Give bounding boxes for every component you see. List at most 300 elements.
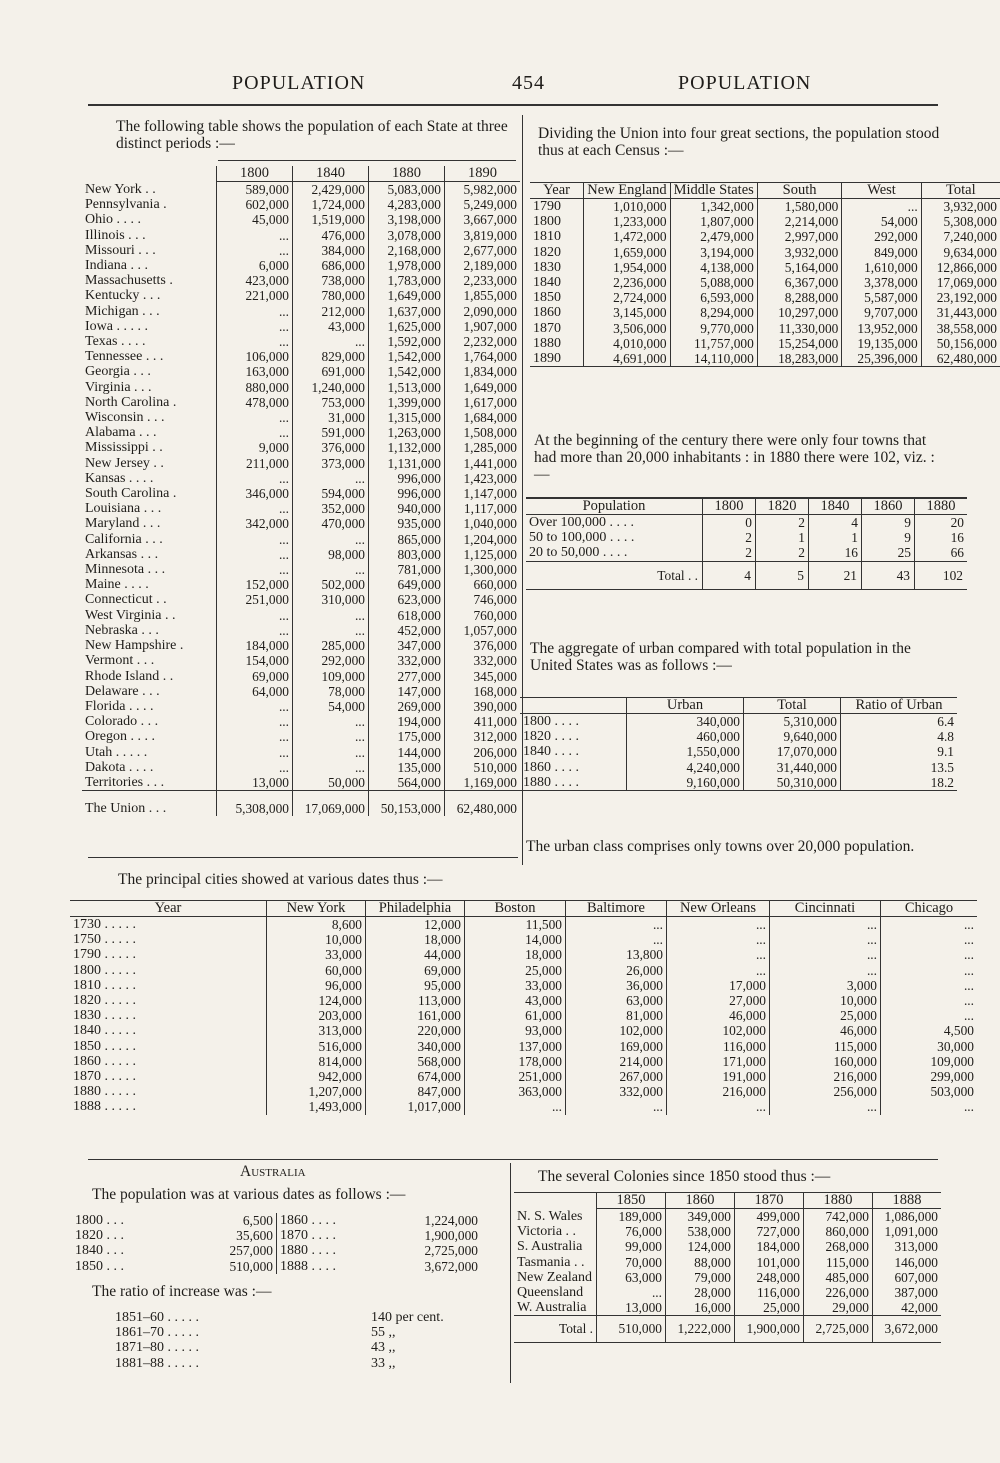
state-row xyxy=(82,440,520,455)
state-row xyxy=(82,653,520,668)
cell-value: 373,000 xyxy=(293,456,369,471)
col-header: West xyxy=(842,183,921,199)
cell-value: ... xyxy=(293,334,369,349)
cell-value: 54,000 xyxy=(293,699,369,714)
cell-value: 25,000 xyxy=(770,1008,881,1023)
cell-value: 1,207,000 xyxy=(267,1084,366,1099)
cell-value: 340,000 xyxy=(366,1039,465,1054)
cell-value: 31,443,000 xyxy=(921,305,1000,320)
state-row xyxy=(82,395,520,410)
colony-row xyxy=(514,1300,941,1316)
cell-value: 602,000 xyxy=(217,197,293,212)
cell-value: 1,441,000 xyxy=(445,456,521,471)
cell-value: 345,000 xyxy=(445,669,521,684)
cell-value: 292,000 xyxy=(293,653,369,668)
row-label: 1840 xyxy=(533,275,561,291)
cell-value: 310,000 xyxy=(293,592,369,607)
state-row xyxy=(82,775,520,791)
cell-value: 499,000 xyxy=(735,1209,804,1225)
row-label: 1860 xyxy=(533,305,561,321)
cell-value: 1,423,000 xyxy=(445,471,521,486)
census-row xyxy=(530,229,1000,244)
towns-table xyxy=(526,497,967,590)
cell-value: 349,000 xyxy=(666,1209,735,1225)
urban-row xyxy=(520,744,957,759)
cell-value: 3,667,000 xyxy=(445,212,521,227)
col-header: Philadelphia xyxy=(366,901,465,917)
total-value: 4 xyxy=(703,561,756,589)
cell-value: ... xyxy=(217,699,293,714)
cell-value: 152,000 xyxy=(217,577,293,592)
cell-value: 3,932,000 xyxy=(921,199,1000,215)
cell-value: 78,000 xyxy=(293,684,369,699)
cell-value: 66 xyxy=(915,545,968,561)
total-value: 21 xyxy=(809,561,862,589)
cell-value: 13.5 xyxy=(841,760,958,775)
cell-value: 1,954,000 xyxy=(584,260,670,275)
state-row xyxy=(82,669,520,684)
cell-value: 3,198,000 xyxy=(369,212,445,227)
cell-value: 1,550,000 xyxy=(627,744,744,759)
row-label: 1888 . . . . . xyxy=(73,1099,136,1115)
cell-value: 63,000 xyxy=(597,1270,666,1285)
cell-value: 742,000 xyxy=(804,1209,873,1225)
ratio-value: 55 ,, xyxy=(371,1325,396,1341)
cell-value: 1,169,000 xyxy=(445,775,521,791)
cell-value: ... xyxy=(293,608,369,623)
cell-value: 124,000 xyxy=(666,1239,735,1254)
row-label: 1880 xyxy=(533,335,561,351)
ratio-intro: The ratio of increase was :— xyxy=(92,1283,272,1300)
cell-value: 163,000 xyxy=(217,364,293,379)
state-row xyxy=(82,243,520,258)
row-label: Maine . . . . xyxy=(85,577,149,593)
cell-value: 25,000 xyxy=(735,1300,804,1316)
cell-value: 384,000 xyxy=(293,243,369,258)
col-header: Boston xyxy=(465,901,566,917)
cell-value: 746,000 xyxy=(445,592,521,607)
cell-value: 376,000 xyxy=(293,440,369,455)
cell-value: 674,000 xyxy=(366,1069,465,1084)
cell-value: ... xyxy=(217,425,293,440)
urban-row xyxy=(520,714,957,730)
population-value: 3,672,000 xyxy=(424,1258,478,1274)
cell-value: 1,724,000 xyxy=(293,197,369,212)
population-value: 2,725,000 xyxy=(424,1243,478,1259)
state-row xyxy=(82,228,520,243)
year-header: 1890 xyxy=(445,166,521,182)
cell-value: ... xyxy=(566,1099,667,1114)
cell-value: 4,500 xyxy=(881,1023,978,1038)
row-label: New Jersey . . xyxy=(85,455,164,471)
row-label: Virginia . . . xyxy=(85,379,152,395)
colony-row xyxy=(514,1239,941,1254)
cell-value: 76,000 xyxy=(597,1224,666,1239)
header-right-title: POPULATION xyxy=(678,72,812,94)
town-row xyxy=(526,530,967,545)
cell-value: 191,000 xyxy=(667,1069,770,1084)
cell-value: 70,000 xyxy=(597,1255,666,1270)
cell-value: 81,000 xyxy=(566,1008,667,1023)
cell-value: 18,000 xyxy=(366,932,465,947)
state-row xyxy=(82,760,520,775)
cell-value: ... xyxy=(770,947,881,962)
cell-value: 31,000 xyxy=(293,410,369,425)
col-header: Population xyxy=(526,498,703,515)
cell-value: 753,000 xyxy=(293,395,369,410)
cell-value: 470,000 xyxy=(293,516,369,531)
cell-value: 6,593,000 xyxy=(670,290,757,305)
year-label: 1800 . . . xyxy=(75,1213,124,1228)
cell-value: 79,000 xyxy=(666,1270,735,1285)
cell-value: 485,000 xyxy=(804,1270,873,1285)
col-header: Chicago xyxy=(881,901,978,917)
cell-value: 940,000 xyxy=(369,501,445,516)
cell-value: 1,086,000 xyxy=(873,1209,942,1225)
cell-value: 1 xyxy=(756,530,809,545)
row-label: 1870 . . . . . xyxy=(73,1069,136,1085)
cell-value: 342,000 xyxy=(217,516,293,531)
year-header: 1870 xyxy=(735,1193,804,1209)
ratio-row xyxy=(112,1310,447,1325)
cell-value: 1,625,000 xyxy=(369,319,445,334)
cell-value: 99,000 xyxy=(597,1239,666,1254)
col-header: Baltimore xyxy=(566,901,667,917)
col-header: 1840 xyxy=(809,498,862,515)
cell-value: 267,000 xyxy=(566,1069,667,1084)
cell-value: ... xyxy=(217,608,293,623)
census-row xyxy=(530,336,1000,351)
cell-value: 168,000 xyxy=(445,684,521,699)
cell-value: ... xyxy=(293,471,369,486)
cell-value: ... xyxy=(217,562,293,577)
cell-value: 95,000 xyxy=(366,978,465,993)
cell-value: ... xyxy=(566,932,667,947)
urban-table xyxy=(520,697,957,791)
cell-value: 2,189,000 xyxy=(445,258,521,273)
row-label: Utah . . . . . xyxy=(85,744,148,760)
year-header: 1888 xyxy=(873,1193,942,1209)
population-value: 35,600 xyxy=(236,1228,273,1244)
col-header: 1820 xyxy=(756,498,809,515)
cell-value: 2,429,000 xyxy=(293,182,369,198)
cell-value: 452,000 xyxy=(369,623,445,638)
row-label: 1850 . . . . . xyxy=(73,1038,136,1054)
colonies-total-row xyxy=(514,1316,941,1342)
cell-value: 4,283,000 xyxy=(369,197,445,212)
cell-value: ... xyxy=(881,993,978,1008)
cell-value: 352,000 xyxy=(293,501,369,516)
cell-value: ... xyxy=(881,947,978,962)
cell-value: 3,819,000 xyxy=(445,228,521,243)
cell-value: ... xyxy=(217,501,293,516)
cell-value: 564,000 xyxy=(369,775,445,791)
cell-value: 5,164,000 xyxy=(757,260,842,275)
row-label: Minnesota . . . xyxy=(85,562,166,578)
row-label: North Carolina . xyxy=(85,394,177,410)
cell-value: 1,091,000 xyxy=(873,1224,942,1239)
ratio-value: 140 per cent. xyxy=(371,1310,444,1325)
city-year-row xyxy=(70,978,977,993)
states-table xyxy=(82,166,520,816)
cell-value: 2,479,000 xyxy=(670,229,757,244)
cell-value: 28,000 xyxy=(666,1285,735,1300)
cell-value: 332,000 xyxy=(445,653,521,668)
australia-title: Australia xyxy=(240,1163,306,1180)
cell-value: 3,194,000 xyxy=(670,245,757,260)
row-label: Delaware . . . xyxy=(85,683,160,699)
state-row xyxy=(82,562,520,577)
row-label: South Carolina . xyxy=(85,486,177,502)
cell-value: 17,000 xyxy=(667,978,770,993)
state-row xyxy=(82,623,520,638)
cell-value: ... xyxy=(465,1099,566,1114)
row-label: New Zealand xyxy=(517,1269,593,1285)
row-label: Nebraska . . . xyxy=(85,622,159,638)
cell-value: 363,000 xyxy=(465,1084,566,1099)
cell-value: ... xyxy=(667,963,770,978)
cell-value: 6,367,000 xyxy=(757,275,842,290)
row-label: 1890 xyxy=(530,351,584,367)
cell-value: 98,000 xyxy=(293,547,369,562)
sections-intro: Dividing the Union into four great sections, the population stood thus at each Census :— xyxy=(538,125,940,159)
cell-value: 1,315,000 xyxy=(369,410,445,425)
total-value: 62,480,000 xyxy=(445,791,521,817)
cell-value: 144,000 xyxy=(369,745,445,760)
cell-value: 1,131,000 xyxy=(369,456,445,471)
cell-value: 50,156,000 xyxy=(921,336,1000,351)
cell-value: 0 xyxy=(703,515,756,531)
cell-value: 9 xyxy=(862,530,915,545)
city-year-row xyxy=(70,932,977,947)
cell-value: 14,110,000 xyxy=(670,351,757,367)
cell-value: 137,000 xyxy=(465,1039,566,1054)
state-row xyxy=(82,714,520,729)
cell-value: 814,000 xyxy=(267,1054,366,1069)
cell-value: 1,542,000 xyxy=(369,364,445,379)
total-value: 50,153,000 xyxy=(369,791,445,817)
cell-value: ... xyxy=(217,745,293,760)
cell-value: 16 xyxy=(809,545,862,561)
row-label: 1790 . . . . . xyxy=(73,947,136,963)
cell-value: ... xyxy=(217,304,293,319)
total-label: The Union . . . xyxy=(82,791,217,817)
census-row xyxy=(530,260,1000,275)
cell-value: ... xyxy=(770,963,881,978)
cell-value: 268,000 xyxy=(804,1239,873,1254)
city-year-row xyxy=(70,1023,977,1038)
cell-value: 568,000 xyxy=(366,1054,465,1069)
cell-value: 5,310,000 xyxy=(744,714,841,730)
year-label: 1820 . . . xyxy=(75,1228,124,1244)
col-header: 1800 xyxy=(703,498,756,515)
cell-value: 618,000 xyxy=(369,608,445,623)
urban-intro: The aggregate of urban compared with total population in the United States was as follows :— xyxy=(530,640,911,674)
total-label: Total . xyxy=(514,1316,597,1342)
cell-value: ... xyxy=(217,547,293,562)
cell-value: 4,691,000 xyxy=(584,351,670,367)
cell-value: 3,932,000 xyxy=(757,245,842,260)
total-value: 3,672,000 xyxy=(873,1316,942,1342)
cell-value: ... xyxy=(217,760,293,775)
cell-value: ... xyxy=(217,729,293,744)
cell-value: 1,659,000 xyxy=(584,245,670,260)
cell-value: ... xyxy=(566,917,667,933)
cell-value: 106,000 xyxy=(217,349,293,364)
cell-value: 9,770,000 xyxy=(670,321,757,336)
cell-value: 50,310,000 xyxy=(744,775,841,791)
row-label: N. S. Wales xyxy=(517,1208,583,1224)
cell-value: 211,000 xyxy=(217,456,293,471)
cell-value: 781,000 xyxy=(369,562,445,577)
period-label: 1881–88 . . . . . xyxy=(115,1355,199,1371)
state-row xyxy=(82,471,520,486)
cell-value: 178,000 xyxy=(465,1054,566,1069)
cell-value: 1,300,000 xyxy=(445,562,521,577)
cell-value: 1,233,000 xyxy=(584,214,670,229)
union-total-row xyxy=(82,791,520,817)
state-row xyxy=(82,349,520,364)
cell-value: 269,000 xyxy=(369,699,445,714)
row-label: 1800 . . . . xyxy=(523,714,579,729)
cell-value: 45,000 xyxy=(217,212,293,227)
ratio-row xyxy=(112,1340,447,1355)
row-label: 1850 xyxy=(533,290,561,306)
cell-value: 115,000 xyxy=(804,1255,873,1270)
ratio-table xyxy=(112,1310,447,1371)
population-value: 6,500 xyxy=(242,1213,273,1228)
year-label: 1888 . . . . xyxy=(277,1259,404,1274)
cell-value: 44,000 xyxy=(366,947,465,962)
row-label: Missouri . . . xyxy=(85,242,156,258)
year-label: 1840 . . . xyxy=(75,1243,124,1259)
cell-value: 738,000 xyxy=(293,273,369,288)
census-row xyxy=(530,245,1000,260)
cell-value: 33,000 xyxy=(465,978,566,993)
cell-value: 1,125,000 xyxy=(445,547,521,562)
colony-row xyxy=(514,1285,941,1300)
cell-value: ... xyxy=(881,978,978,993)
state-row xyxy=(82,334,520,349)
cell-value: 1,580,000 xyxy=(757,199,842,215)
cell-value: ... xyxy=(217,410,293,425)
cell-value: 2,997,000 xyxy=(757,229,842,244)
cell-value: ... xyxy=(293,562,369,577)
cell-value: 154,000 xyxy=(217,653,293,668)
row-label: Queensland xyxy=(517,1285,584,1301)
year-header: 1880 xyxy=(804,1193,873,1209)
cell-value: 13,000 xyxy=(217,775,293,791)
cell-value: 221,000 xyxy=(217,288,293,303)
row-label: Illinois . . . xyxy=(85,227,146,243)
colony-row xyxy=(514,1209,941,1225)
year-label: 1870 . . . . xyxy=(277,1228,404,1243)
cell-value: 27,000 xyxy=(667,993,770,1008)
cell-value: ... xyxy=(667,932,770,947)
cell-value: 1,617,000 xyxy=(445,395,521,410)
row-label: Mississippi . . xyxy=(85,440,163,456)
population-value: 1,224,000 xyxy=(424,1213,478,1228)
cell-value: 502,000 xyxy=(293,577,369,592)
cell-value: 829,000 xyxy=(293,349,369,364)
cell-value: 43,000 xyxy=(465,993,566,1008)
cell-value: 2,168,000 xyxy=(369,243,445,258)
town-row xyxy=(526,545,967,561)
cell-value: 1,342,000 xyxy=(670,199,757,215)
colony-row xyxy=(514,1270,941,1285)
cell-value: 476,000 xyxy=(293,228,369,243)
state-row xyxy=(82,516,520,531)
cell-value: 93,000 xyxy=(465,1023,566,1038)
cell-value: 12,866,000 xyxy=(921,260,1000,275)
australia-row xyxy=(72,1243,481,1258)
cell-value: 10,000 xyxy=(770,993,881,1008)
cell-value: 9.1 xyxy=(841,744,958,759)
cell-value: 54,000 xyxy=(842,214,921,229)
cell-value: 3,145,000 xyxy=(584,305,670,320)
col-header: Year xyxy=(530,183,584,199)
cell-value: 3,078,000 xyxy=(369,228,445,243)
cell-value: ... xyxy=(293,760,369,775)
cell-value: 23,192,000 xyxy=(921,290,1000,305)
cell-value: 460,000 xyxy=(627,729,744,744)
cell-value: 686,000 xyxy=(293,258,369,273)
row-label: Tasmania . . xyxy=(517,1254,585,1270)
australia-row xyxy=(72,1213,481,1228)
cell-value: 175,000 xyxy=(369,729,445,744)
cell-value: 10,000 xyxy=(267,932,366,947)
cell-value: 2 xyxy=(756,515,809,531)
cell-value: 113,000 xyxy=(366,993,465,1008)
row-label: New Hampshire . xyxy=(85,638,184,654)
cell-value: 4,138,000 xyxy=(670,260,757,275)
city-year-row xyxy=(70,1039,977,1054)
cell-value: 346,000 xyxy=(217,486,293,501)
cell-value: 171,000 xyxy=(667,1054,770,1069)
cell-value: 10,297,000 xyxy=(757,305,842,320)
city-year-row xyxy=(70,1099,977,1114)
state-row xyxy=(82,532,520,547)
cell-value: 135,000 xyxy=(369,760,445,775)
col-header: South xyxy=(757,183,842,199)
cell-value: 147,000 xyxy=(369,684,445,699)
cell-value: 691,000 xyxy=(293,364,369,379)
year-header: 1860 xyxy=(666,1193,735,1209)
row-label: California . . . xyxy=(85,531,163,547)
cell-value: 1,542,000 xyxy=(369,349,445,364)
cell-value: 212,000 xyxy=(293,304,369,319)
cell-value: ... xyxy=(217,532,293,547)
cell-value: ... xyxy=(770,917,881,933)
cell-value: 390,000 xyxy=(445,699,521,714)
cell-value: 5,088,000 xyxy=(670,275,757,290)
cell-value: 299,000 xyxy=(881,1069,978,1084)
population-value: 257,000 xyxy=(229,1243,273,1259)
total-value: 1,900,000 xyxy=(735,1316,804,1342)
year-header: 1840 xyxy=(293,166,369,182)
cell-value: 8,294,000 xyxy=(670,305,757,320)
row-label: Vermont . . . xyxy=(85,653,155,669)
cell-value: 42,000 xyxy=(873,1300,942,1316)
row-label: 1820 xyxy=(533,244,561,260)
cell-value: 332,000 xyxy=(566,1084,667,1099)
cell-value: 60,000 xyxy=(267,963,366,978)
row-label: 1730 . . . . . xyxy=(73,917,136,932)
cell-value: 313,000 xyxy=(267,1023,366,1038)
state-row xyxy=(82,699,520,714)
cell-value: 43,000 xyxy=(293,319,369,334)
town-row xyxy=(526,515,967,531)
